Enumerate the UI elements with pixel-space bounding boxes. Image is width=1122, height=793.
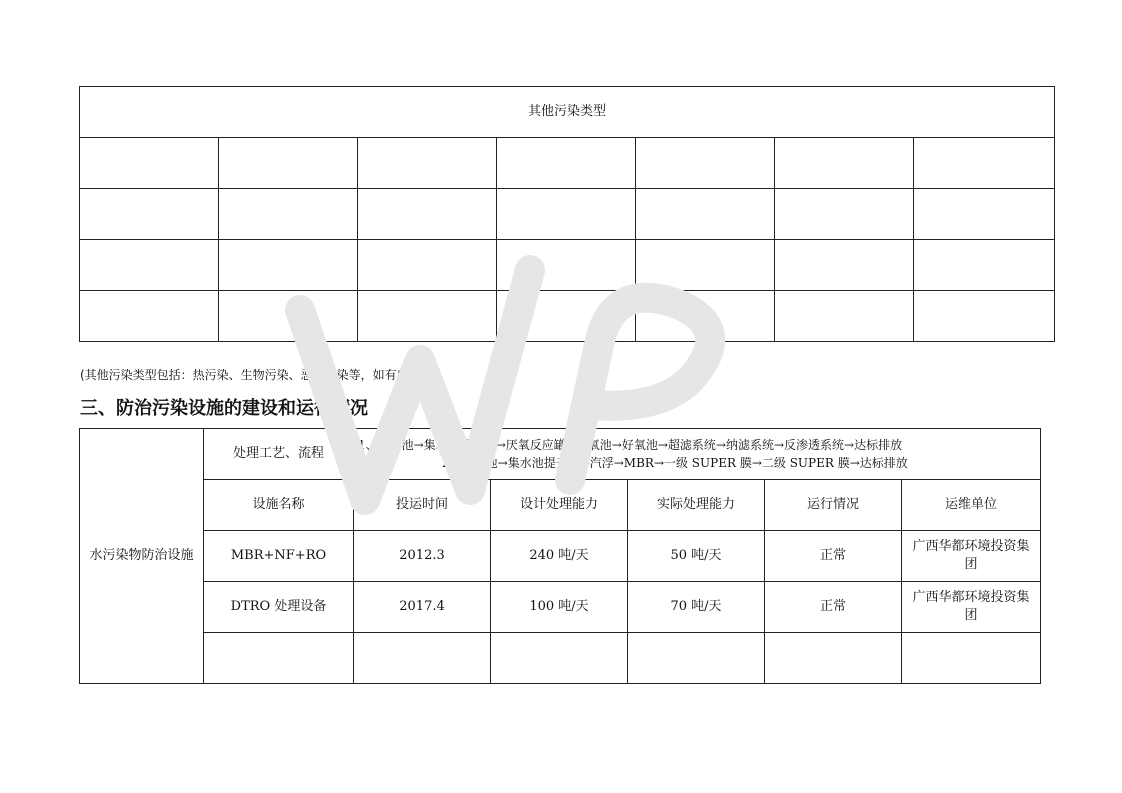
table-cell (80, 189, 219, 240)
facility-name (204, 633, 354, 684)
pollution-types-note: (其他污染类型包括：热污染、生物污染、恶臭污染等，如有应公开) (80, 368, 438, 382)
table-cell (358, 240, 497, 291)
table-cell (636, 240, 775, 291)
operation-status: 正常 (765, 531, 902, 582)
facility-name: MBR+NF+RO (204, 531, 354, 582)
table-cell (636, 138, 775, 189)
facility-category-label: 水污染物防治设施 (80, 429, 204, 684)
table-cell (80, 291, 219, 342)
column-header: 实际处理能力 (628, 480, 765, 531)
table-row (80, 189, 1055, 240)
table-cell (80, 240, 219, 291)
table-cell (775, 240, 914, 291)
process-flow (354, 429, 1041, 480)
maintenance-unit: 广西华都环境投资集团 (902, 531, 1041, 582)
table-cell (358, 138, 497, 189)
actual-capacity: 50 吨/天 (628, 531, 765, 582)
table-cell (80, 138, 219, 189)
operation-status (765, 633, 902, 684)
table-cell (358, 189, 497, 240)
table-cell (636, 189, 775, 240)
actual-capacity: 70 吨/天 (628, 582, 765, 633)
design-capacity: 240 吨/天 (491, 531, 628, 582)
table-cell (358, 291, 497, 342)
table-cell (775, 291, 914, 342)
table-cell (497, 291, 636, 342)
table-cell (497, 189, 636, 240)
table-cell (497, 138, 636, 189)
table-cell (219, 291, 358, 342)
table-cell (219, 138, 358, 189)
table-cell (219, 240, 358, 291)
table-row (80, 240, 1055, 291)
table-row (80, 582, 1041, 633)
column-header: 设计处理能力 (491, 480, 628, 531)
commission-date: 2017.4 (354, 582, 491, 633)
design-capacity (491, 633, 628, 684)
maintenance-unit (902, 633, 1041, 684)
table-row (80, 531, 1041, 582)
table-row (80, 291, 1055, 342)
table-cell (775, 138, 914, 189)
table-cell (636, 291, 775, 342)
section-title: 三、防治污染设施的建设和运行情况 (80, 398, 368, 419)
table-cell (219, 189, 358, 240)
column-header: 投运时间 (354, 480, 491, 531)
other-pollution-title: 其他污染类型 (80, 87, 1055, 138)
table-row (80, 138, 1055, 189)
facility-name: DTRO 处理设备 (204, 582, 354, 633)
design-capacity: 100 吨/天 (491, 582, 628, 633)
column-header: 设施名称 (204, 480, 354, 531)
process-line-1: 1、调节池→集水池提升泵→厌氧反应罐→缺氧池→好氧池→超滤系统→纳滤系统→反渗透系统→达标排放 (358, 438, 903, 452)
water-facilities-table (79, 428, 1041, 684)
operation-status: 正常 (765, 582, 902, 633)
commission-date: 2012.3 (354, 531, 491, 582)
column-header: 运维单位 (902, 480, 1041, 531)
table-cell (914, 138, 1055, 189)
table-header-row (80, 480, 1041, 531)
table-cell (497, 240, 636, 291)
table-cell (914, 291, 1055, 342)
process-line-2: 2、调节池→集水池提升泵→汽浮→MBR→一级 SUPER 膜→二级 SUPER 膜→达标排放 (442, 456, 908, 470)
table-cell (914, 189, 1055, 240)
column-header: 运行情况 (765, 480, 902, 531)
maintenance-unit: 广西华都环境投资集团 (902, 582, 1041, 633)
table-row (80, 633, 1041, 684)
commission-date (354, 633, 491, 684)
table-cell (914, 240, 1055, 291)
process-label: 处理工艺、流程 (204, 429, 354, 480)
other-pollution-table (79, 86, 1055, 342)
table-cell (775, 189, 914, 240)
actual-capacity (628, 633, 765, 684)
